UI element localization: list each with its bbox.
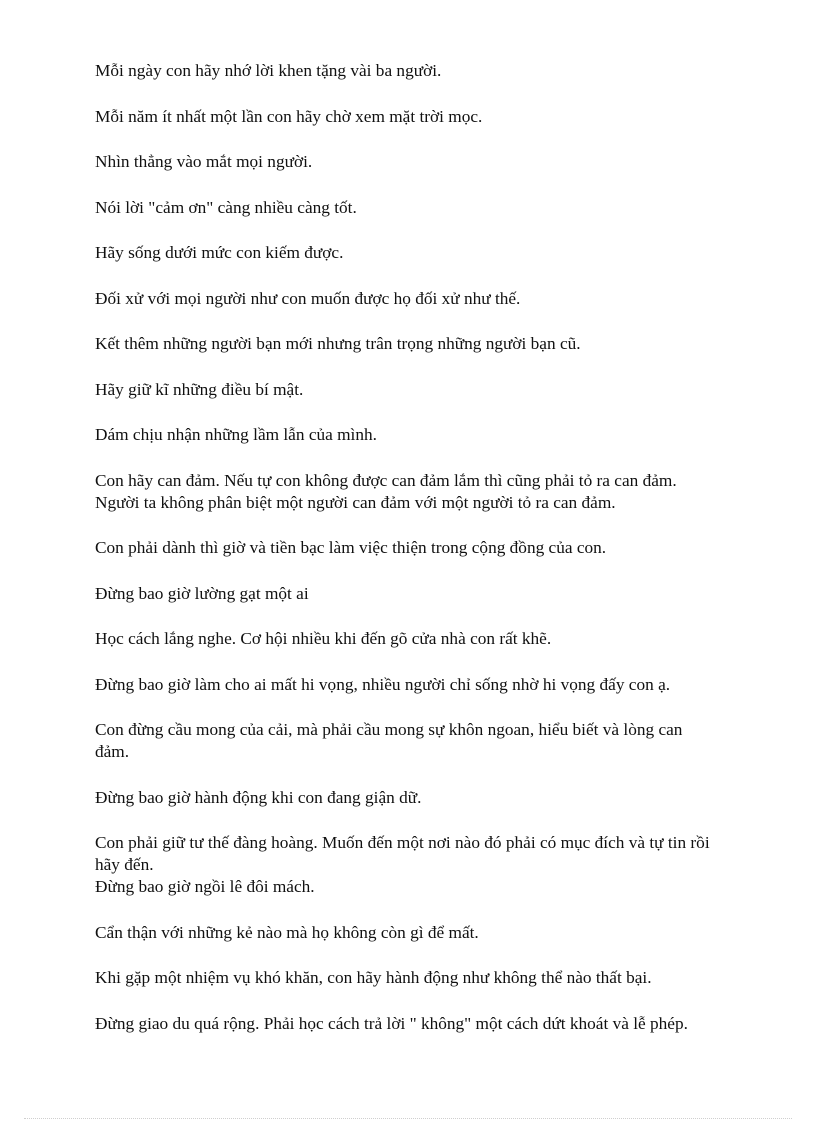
paragraph (95, 787, 775, 809)
text-line: Mỗi ngày con hãy nhớ lời khen tặng vài ba người. (95, 61, 442, 80)
paragraph (95, 242, 775, 264)
text-line: Con đừng cầu mong của cải, mà phải cầu mong sự khôn ngoan, hiểu biết và lòng can (95, 720, 683, 739)
paragraph (95, 967, 775, 989)
paragraph (95, 288, 775, 310)
text-line: Người ta không phân biệt một người can đảm với một người tỏ ra can đảm. (95, 492, 616, 512)
text-line: Hãy giữ kĩ những điều bí mật. (95, 379, 304, 399)
paragraph (95, 674, 775, 696)
text-line: Nhìn thẳng vào mắt mọi người. (95, 152, 313, 171)
text-line: Kết thêm những người bạn mới nhưng trân trọng những người bạn cũ. (95, 334, 581, 353)
paragraph (95, 628, 775, 650)
text-line: đảm. (95, 742, 130, 761)
paragraph (95, 60, 775, 82)
text-line: Hãy sống dưới mức con kiếm được. (95, 243, 344, 262)
page-bottom-rule (24, 1118, 792, 1119)
paragraph (95, 151, 775, 173)
text-line: Dám chịu nhận những lầm lẫn của mình. (95, 425, 377, 444)
document-body (95, 60, 775, 1058)
text-line: Cẩn thận với những kẻ nào mà họ không còn gì để mất. (95, 922, 479, 942)
paragraph (95, 106, 775, 128)
paragraph (95, 470, 775, 514)
text-line: Khi gặp một nhiệm vụ khó khăn, con hãy hành động như không thể nào thất bại. (95, 968, 652, 987)
paragraph (95, 333, 775, 355)
text-line: Đừng bao giờ ngồi lê đôi mách. (95, 877, 315, 896)
text-line: Đối xử với mọi người như con muốn được họ đối xử như thế. (95, 288, 521, 308)
paragraph (95, 424, 775, 446)
text-line: Đừng giao du quá rộng. Phải học cách trả lời " không" một cách dứt khoát và lễ phép. (95, 1013, 688, 1033)
text-line: Đừng bao giờ làm cho ai mất hi vọng, nhiều người chỉ sống nhờ hi vọng đấy con ạ. (95, 674, 671, 694)
text-line: Con hãy can đảm. Nếu tự con không được can đảm lắm thì cũng phải tỏ ra can đảm. (95, 470, 677, 490)
text-line: Học cách lắng nghe. Cơ hội nhiều khi đến gõ cửa nhà con rất khẽ. (95, 629, 552, 648)
paragraph (95, 832, 775, 898)
text-line: Con phải giữ tư thế đàng hoàng. Muốn đến một nơi nào đó phải có mục đích và tự tin rồi (95, 833, 710, 852)
text-line: Đừng bao giờ hành động khi con đang giận dữ. (95, 787, 422, 807)
text-line: Mỗi năm ít nhất một lần con hãy chờ xem mặt trời mọc. (95, 106, 483, 126)
paragraph (95, 197, 775, 219)
paragraph (95, 719, 775, 763)
text-line: Đừng bao giờ lường gạt một ai (95, 583, 309, 603)
paragraph (95, 1013, 775, 1035)
paragraph (95, 922, 775, 944)
text-line: hãy đến. (95, 855, 154, 874)
paragraph (95, 537, 775, 559)
text-line: Con phải dành thì giờ và tiền bạc làm việc thiện trong cộng đồng của con. (95, 538, 607, 557)
paragraph (95, 583, 775, 605)
paragraph (95, 379, 775, 401)
text-line: Nói lời "cảm ơn" càng nhiều càng tốt. (95, 197, 357, 217)
